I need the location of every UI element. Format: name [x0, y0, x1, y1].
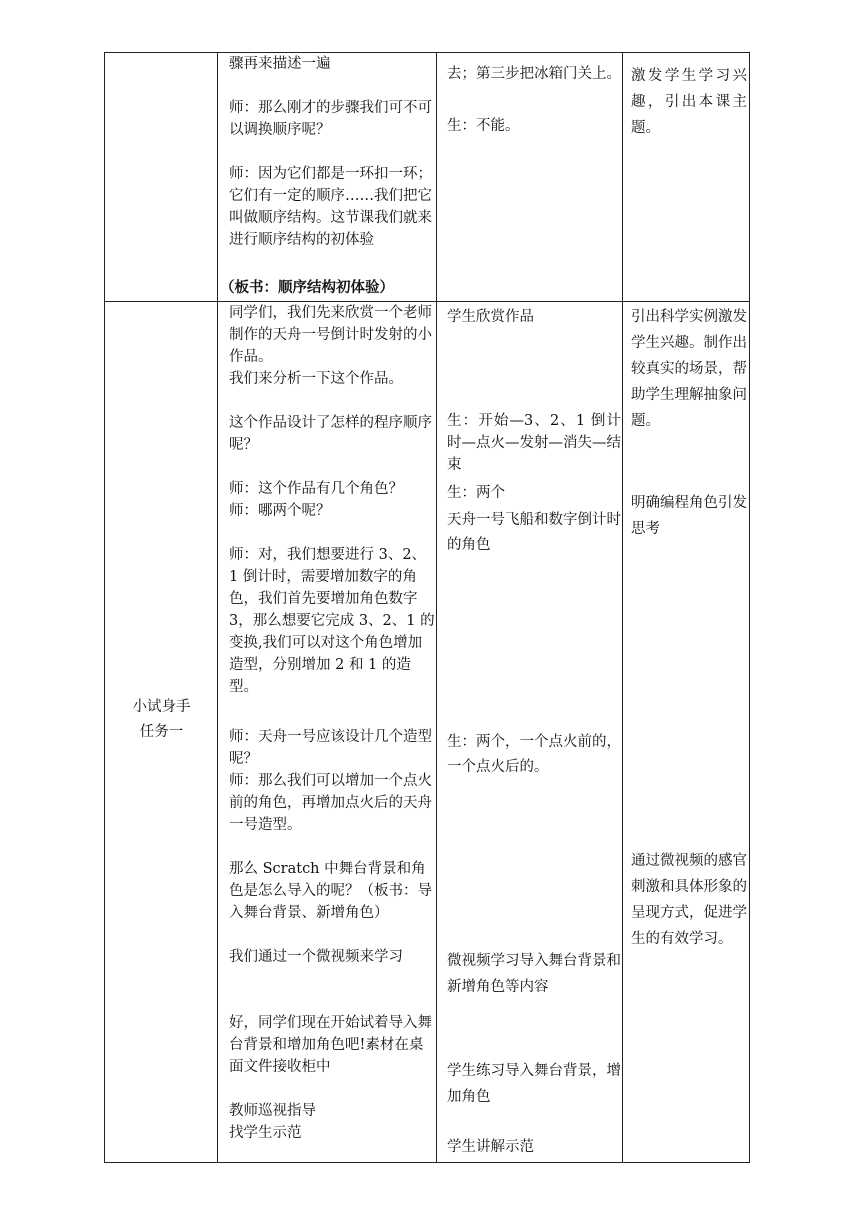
row2-design-intent-cell	[623, 302, 750, 1163]
row2-student-activity-cell	[437, 302, 623, 1163]
section-label: 任务一	[139, 724, 184, 740]
teacher-text: 同学们，我们先来欣赏一个老师制作的天舟一号倒计时发射的小作品。	[229, 305, 432, 365]
intent-text: 激发学生学习兴趣，引出本课主题。	[631, 68, 747, 136]
row1-label-cell	[105, 53, 218, 302]
teacher-text: 师：哪两个呢？	[229, 503, 331, 519]
teacher-text: 好，同学们现在开始试着导入舞台背景和增加角色吧!素材在桌面文件接收柜中	[229, 1015, 432, 1075]
student-text: 学生讲解示范	[447, 1139, 534, 1155]
student-text: 生：两个	[447, 485, 505, 501]
section-label: 小试身手	[132, 699, 191, 715]
student-text: 天舟一号飞船和数字倒计时的角色	[447, 512, 621, 553]
student-text: 学生练习导入舞台背景，增加角色	[447, 1063, 621, 1105]
teacher-text: 师：这个作品有几个角色？	[229, 481, 403, 497]
student-text: 学生欣赏作品	[447, 309, 534, 325]
teacher-text: 教师巡视指导	[229, 1103, 316, 1119]
teacher-text: 师：天舟一号应该设计几个造型呢？	[229, 729, 432, 767]
student-text: 去；第三步把冰箱门关上。	[447, 66, 621, 82]
teacher-text: 我们通过一个微视频来学习	[229, 949, 403, 965]
student-text: 微视频学习导入舞台背景和新增角色等内容	[447, 953, 621, 995]
lesson-plan-table	[104, 52, 750, 1163]
student-text: 生：不能。	[447, 118, 520, 134]
table-row	[105, 53, 750, 302]
teacher-text: 这个作品设计了怎样的程序顺序呢？	[229, 415, 432, 453]
row2-teacher-activity-cell	[218, 302, 437, 1163]
teacher-text: 师：那么我们可以增加一个点火前的角色，再增加点火后的天舟一号造型。	[229, 773, 432, 833]
teacher-text: 找学生示范	[229, 1125, 302, 1141]
teacher-text: 那么 Scratch 中舞台背景和角色是怎么导入的呢？（板书：导入舞台背景、新增角色）	[229, 861, 432, 921]
blackboard-note: （板书：顺序结构初体验）	[220, 280, 394, 296]
intent-text: 明确编程角色引发思考	[631, 495, 747, 537]
teacher-text: 师：那么刚才的步骤我们可不可以调换顺序呢？	[229, 100, 432, 138]
student-text: 生：开始—3、2、1 倒计时—点火—发射—消失—结束	[447, 413, 621, 473]
row1-student-activity-cell	[437, 53, 623, 302]
teacher-text: 师：对，我们想要进行 3、2、1 倒计时，需要增加数字的角色，我们首先要增加角色数字 3，那么想要它完成 3、2、1 的变换,我们可以对这个角色增加造型，分别增加 2 和 1 的造型。	[229, 547, 435, 695]
intent-text: 引出科学实例激发学生兴趣。制作出较真实的场景，帮助学生理解抽象问题。	[631, 309, 747, 429]
teacher-text: 我们来分析一下这个作品。	[229, 371, 403, 387]
row1-teacher-activity-cell	[218, 53, 437, 302]
row2-label-cell	[105, 302, 218, 1163]
teacher-text: 骤再来描述一遍	[229, 56, 331, 72]
table-row	[105, 302, 750, 1163]
intent-text: 通过微视频的感官刺激和具体形象的呈现方式，促进学生的有效学习。	[631, 853, 747, 947]
row1-design-intent-cell	[623, 53, 750, 302]
teacher-text: 师：因为它们都是一环扣一环；它们有一定的顺序……我们把它叫做顺序结构。这节课我们就来进行顺序结构的初体验	[229, 166, 432, 248]
student-text: 生：两个，一个点火前的，一个点火后的。	[447, 734, 621, 775]
